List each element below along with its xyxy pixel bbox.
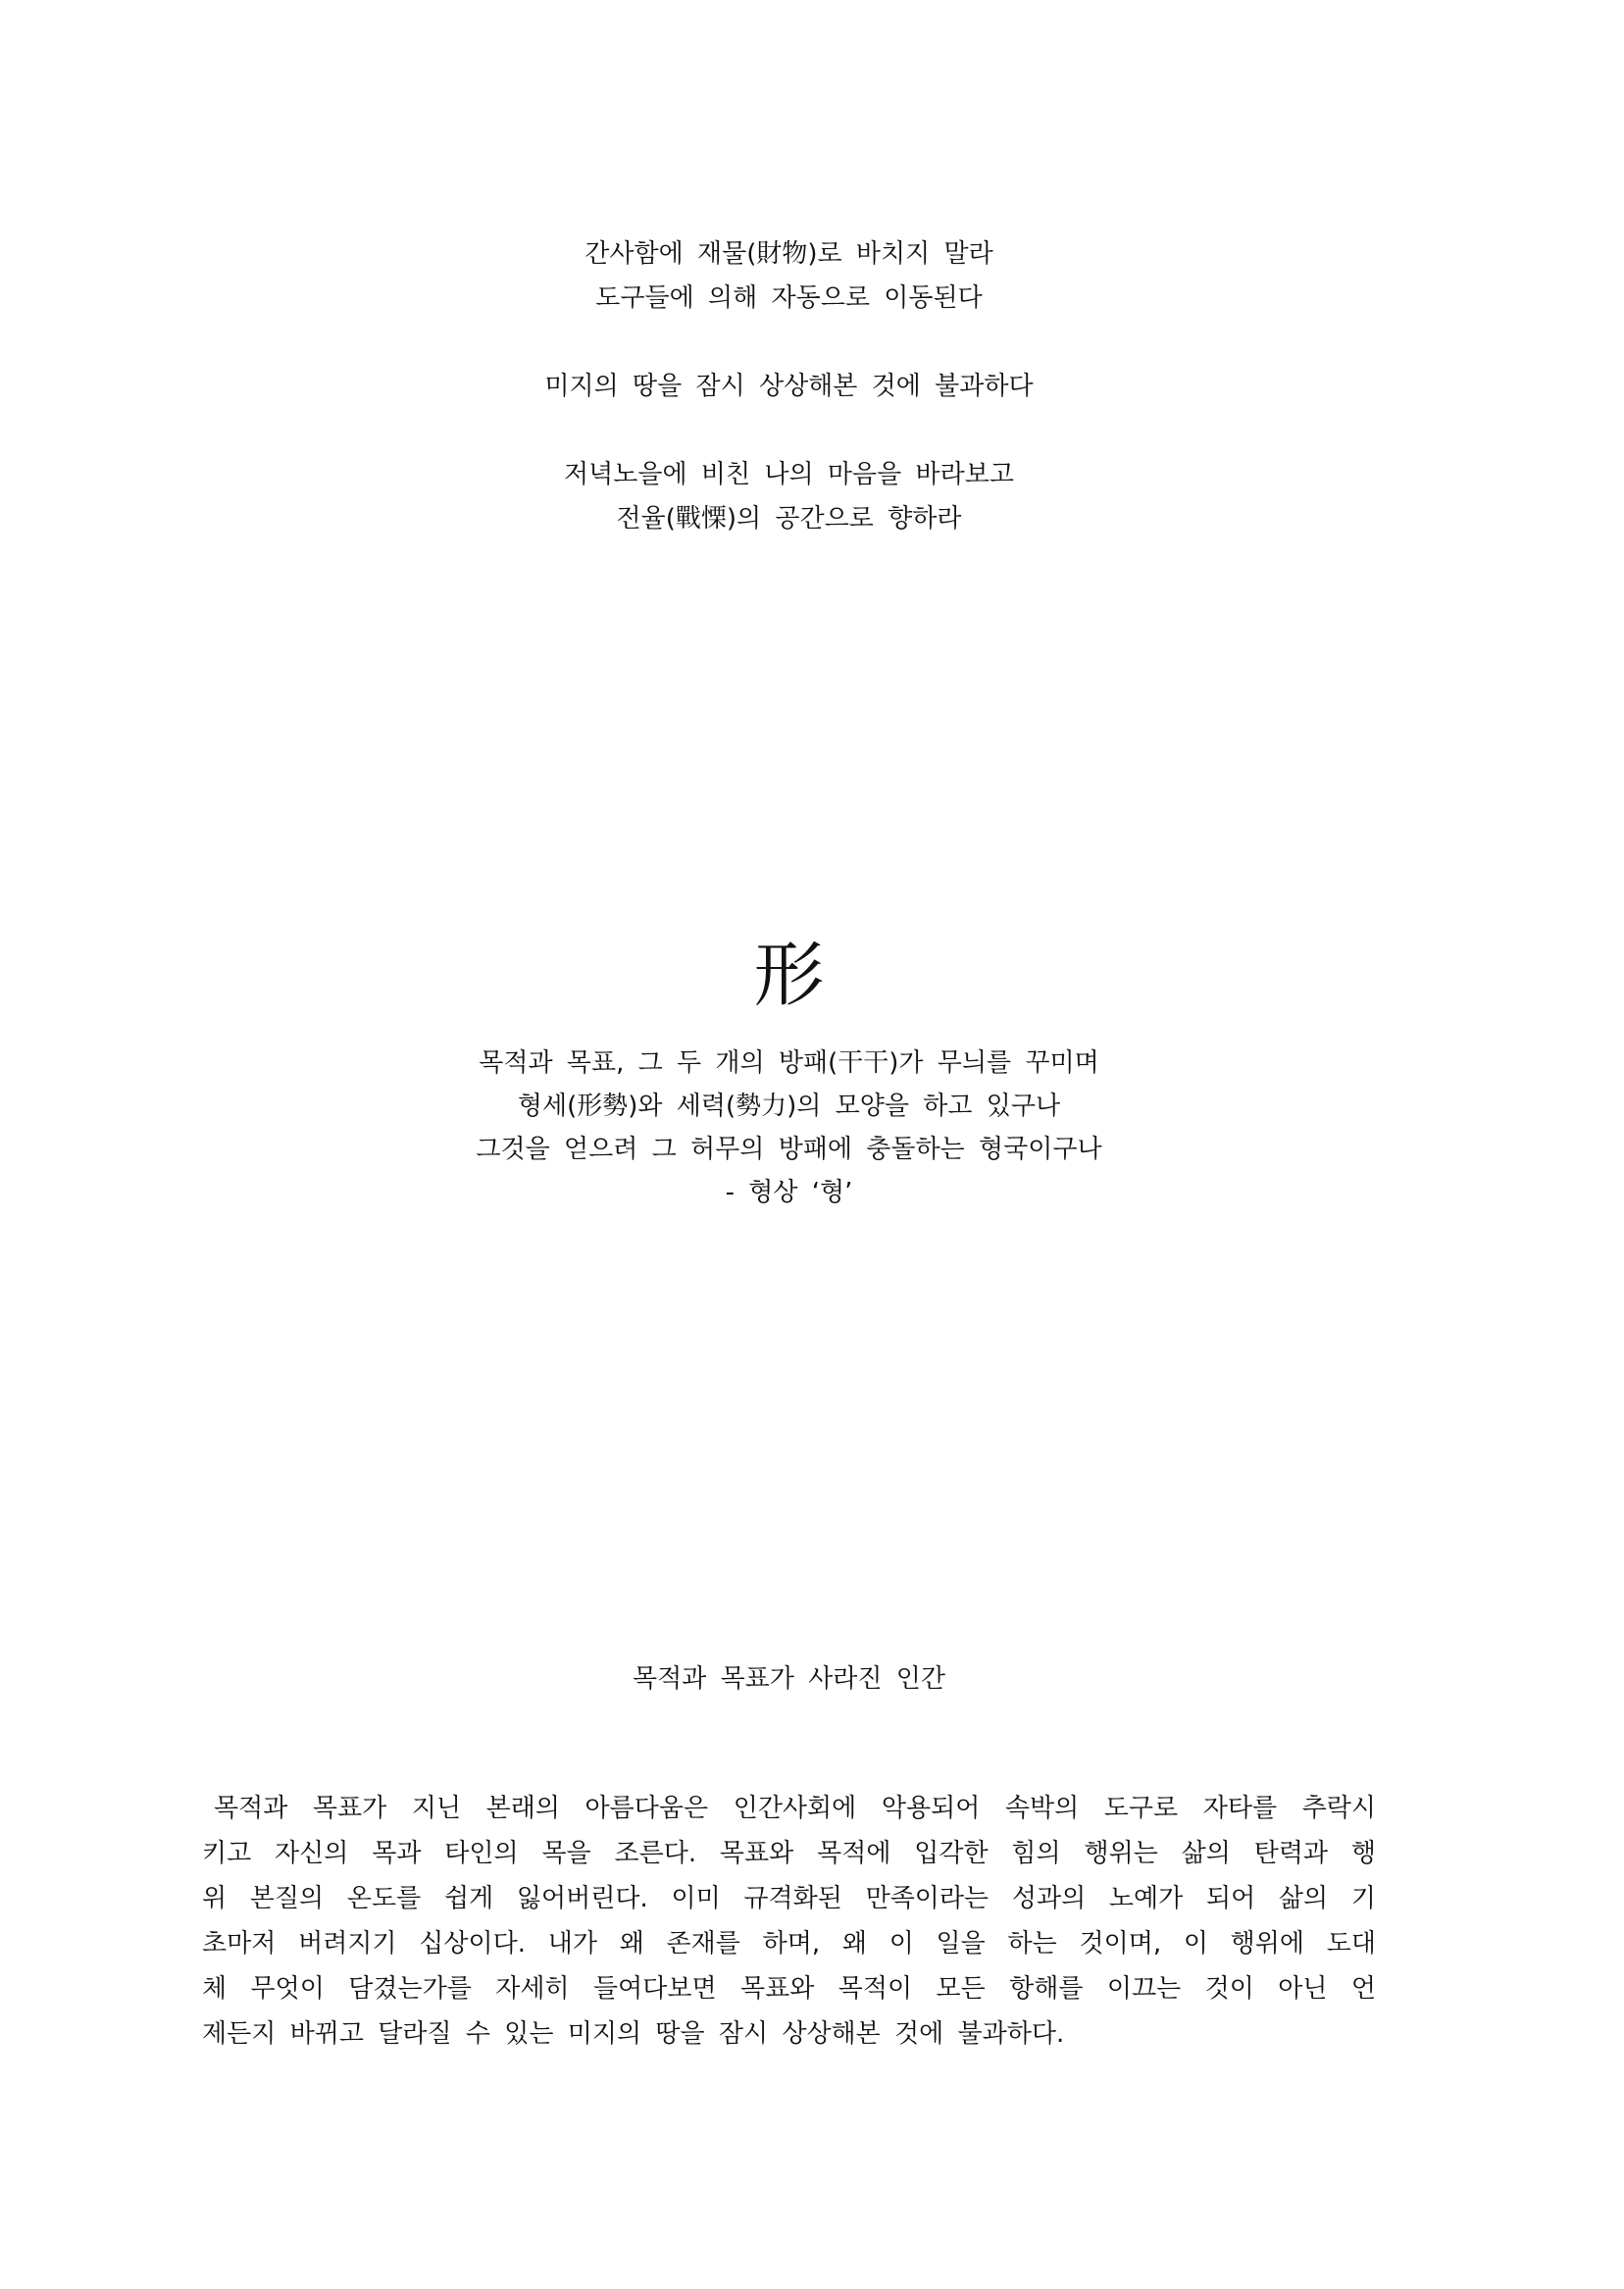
paragraph-line: 위 본질의 온도를 쉽게 잃어버린다. 이미 규격화된 만족이라는 성과의 노예가 되어 삶의 기 (202, 1884, 1376, 1913)
poem-stanza (202, 453, 1376, 541)
paragraph-line: 초마저 버려지기 십상이다. 내가 왜 존재를 하며, 왜 이 일을 하는 것이며, 이 행위에 도대 (202, 1929, 1376, 1958)
poem-line: 전율(戰慄)의 공간으로 향하라 (616, 504, 962, 534)
paragraph-line: 키고 자신의 목과 타인의 목을 조른다. 목표와 목적에 입각한 힘의 행위는 삶의 탄력과 행 (202, 1839, 1376, 1868)
verse-line: 그것을 얻으려 그 허무의 방패에 충돌하는 형국이구나 (476, 1135, 1102, 1164)
opening-poem (202, 232, 1376, 541)
paragraph-line: 체 무엇이 담겼는가를 자세히 들여다보면 목표와 목적이 모든 항해를 이끄는 것이 아닌 언 (202, 1974, 1376, 2004)
essay-paragraph (202, 1786, 1376, 2057)
paragraph-line: 제든지 바뀌고 달라질 수 있는 미지의 땅을 잠시 상상해본 것에 불과하다. (202, 2019, 1065, 2049)
title-glyph: 形 (753, 934, 825, 1016)
paragraph-line: 목적과 목표가 지닌 본래의 아름다움은 인간사회에 악용되어 속박의 도구로 자타를 추락시 (214, 1794, 1376, 1823)
essay-title: 목적과 목표가 사라진 인간 (632, 1664, 946, 1694)
poem-stanza (202, 365, 1376, 409)
verse-line: 목적과 목표, 그 두 개의 방패(干干)가 무늬를 꾸미며 (479, 1048, 1099, 1078)
poem-line: 저녁노을에 비친 나의 마음을 바라보고 (564, 460, 1014, 489)
poem-line: 미지의 땅을 잠시 상상해본 것에 불과하다 (544, 372, 1034, 401)
glyph-verse (202, 1042, 1376, 1214)
poem-stanza (202, 232, 1376, 321)
poem-line: 간사함에 재물(財物)로 바치지 말라 (584, 239, 993, 269)
verse-attribution: - 형상 ‘형’ (725, 1178, 853, 1207)
verse-line: 형세(形勢)와 세력(勢力)의 모양을 하고 있구나 (517, 1092, 1061, 1121)
poem-line: 도구들에 의해 자동으로 이동된다 (595, 283, 983, 313)
